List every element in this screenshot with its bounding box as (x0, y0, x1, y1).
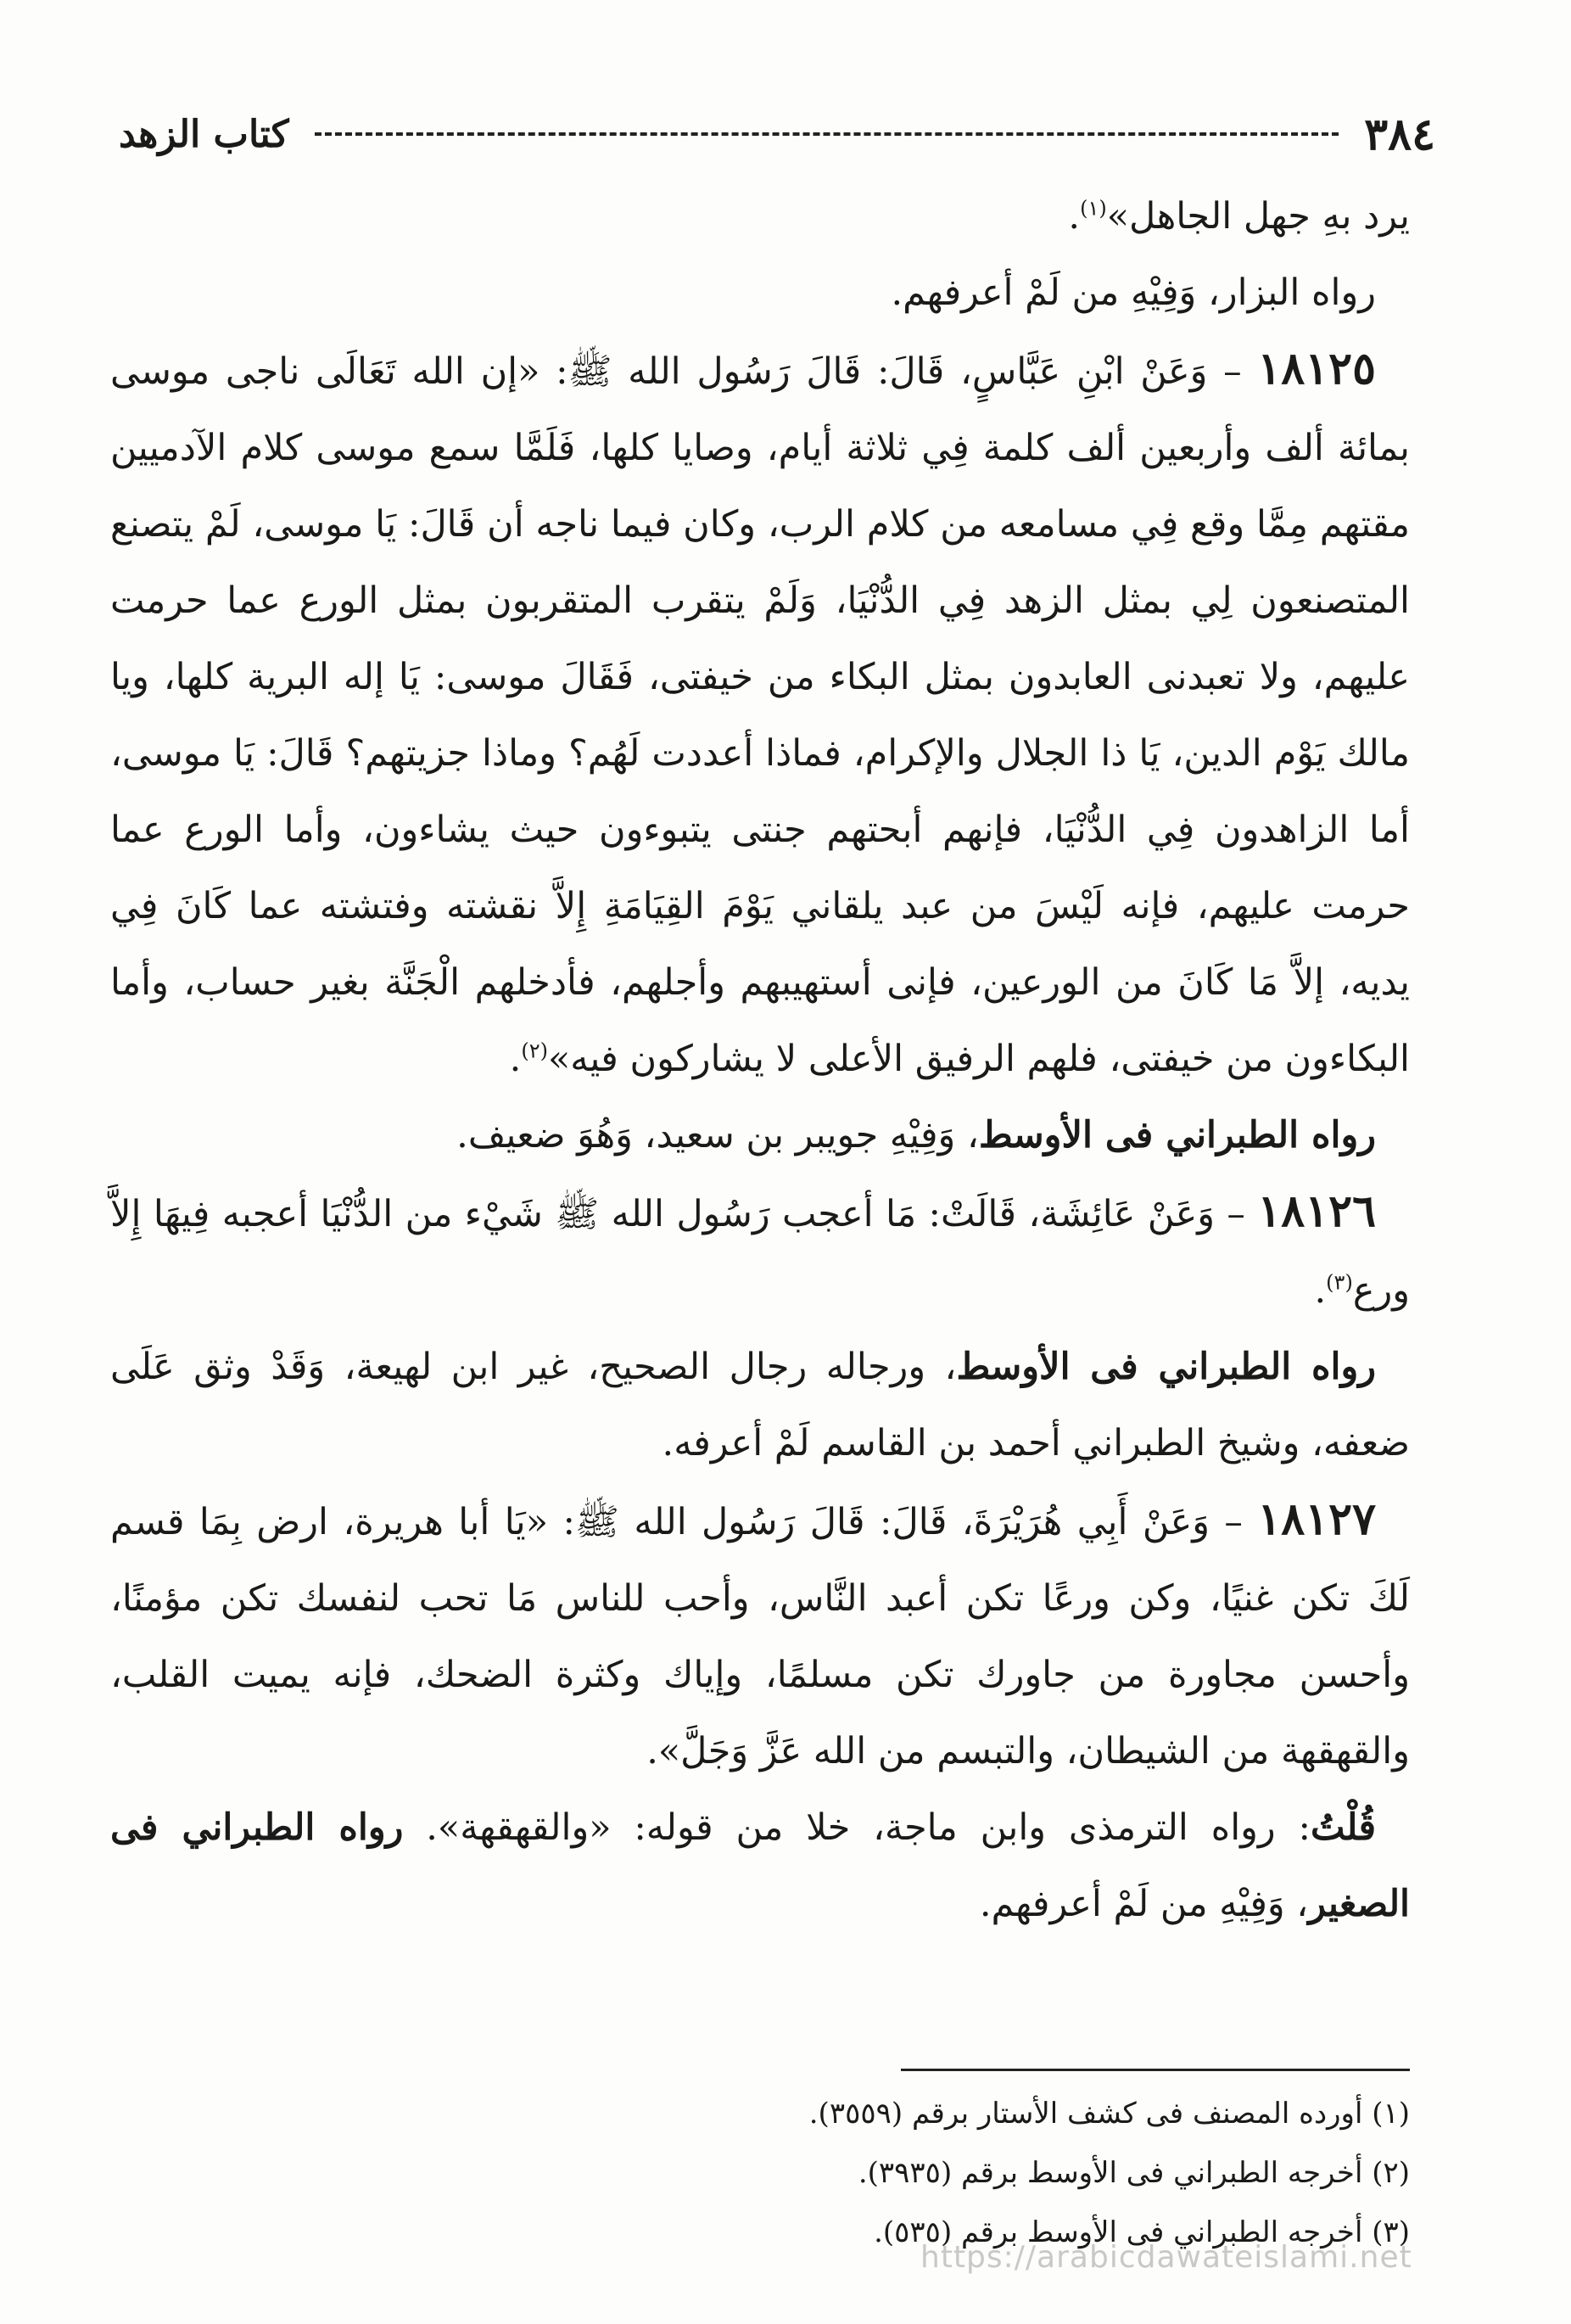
paragraph-text: رواه البزار، وَفِيْهِ من لَمْ أعرفهم. (891, 272, 1376, 314)
footnote-ref: (٣) (1326, 1270, 1353, 1295)
source-note-1 (110, 1097, 1410, 1173)
hadith-number: ١٨١٢٥ (1257, 343, 1376, 395)
source-label: رواه الطبراني فى الأوسط (978, 1114, 1376, 1156)
paragraph-end: . (1068, 195, 1081, 238)
footnote-3: (٣) أخرجه الطبراني فى الأوسط برقم (٥٣٥). (874, 2215, 1410, 2249)
hadith-number: ١٨١٢٧ (1257, 1493, 1376, 1545)
header-rule (315, 132, 1339, 136)
source-text: ، وَفِيْهِ جويبر بن سعيد، وَهُوَ ضعيف. (456, 1114, 979, 1156)
source-text: ، وَفِيْهِ من لَمْ أعرفهم. (979, 1883, 1309, 1925)
page-number: ٣٨٤ (1364, 108, 1435, 160)
paragraph-text: يرد بهِ جهل الجاهل» (1106, 195, 1410, 238)
hadith-18126 (110, 1173, 1410, 1329)
hadith-number: ١٨١٢٦ (1257, 1185, 1376, 1237)
footnote-1: (١) أورده المصنف فى كشف الأستار برقم (٣٥٥٩). (808, 2097, 1410, 2131)
commentary-text: : رواه الترمذى وابن ماجة، خلا من قوله: «والقهقهة». (403, 1806, 1311, 1849)
paragraph-end: . (509, 1038, 522, 1080)
paragraph-end: . (1314, 1269, 1327, 1312)
book-title: كتاب الزهد (119, 112, 289, 156)
footnotes (110, 2084, 1410, 2262)
body-text (110, 178, 1410, 1942)
footnote-divider (901, 2069, 1410, 2071)
footnote-2: (٢) أخرجه الطبراني فى الأوسط برقم (٣٩٣٥). (858, 2156, 1410, 2190)
commentary (110, 1789, 1410, 1942)
source-text: ، ورجاله رجال الصحيح، غير ابن لهيعة، وَقَدْ وثق عَلَى ضعفه، وشيخ الطبراني أحمد بن القاسم لَمْ أعرفه. (110, 1346, 1410, 1464)
source-label: رواه الطبراني فى الصغير (110, 1806, 1410, 1925)
commentary-label: قُلْتُ (1310, 1806, 1376, 1849)
page-header (119, 100, 1435, 168)
hadith-18127 (110, 1481, 1410, 1789)
hadith-text: – وَعَنْ أَبِي هُرَيْرَةَ، قَالَ: قَالَ رَسُول الله ﷺ: «يَا أبا هريرة، ارض بِمَا قسم لَكَ تكن غنيًا، وكن ورعًا تكن أعبد النَّاس، وأحب للناس مَا تحب لنفسك تكن مؤمنًا، وأحسن مجاورة من جاورك تكن مسلمًا، وإياك وكثرة الضحك، فإنه يميت القلب، والقهقهة من الشيطان، والتبسم من الله عَزَّ وَجَلَّ». (110, 1501, 1410, 1772)
hadith-18125 (110, 331, 1410, 1097)
watermark-url: https://arabicdawateislami.net (920, 2240, 1412, 2275)
hadith-text: – وَعَنْ عَائِشَة، قَالَتْ: مَا أعجب رَسُول الله ﷺ شَيْء من الدُّنْيَا أعجبه فِيهَا إِلاَّ ورع (110, 1193, 1410, 1312)
source-label: رواه الطبراني فى الأوسط (956, 1346, 1376, 1388)
footnote-ref: (١) (1080, 196, 1107, 221)
source-note-2 (110, 1329, 1410, 1481)
footnote-ref: (٢) (521, 1039, 548, 1063)
paragraph-1 (110, 178, 1410, 255)
paragraph-2 (110, 255, 1410, 331)
hadith-text: – وَعَنْ ابْنِ عَبَّاسٍ، قَالَ: قَالَ رَسُول الله ﷺ: «إن الله تَعَالَى ناجى موسى بمائة ألف وأربعين ألف كلمة فِي ثلاثة أيام، وصايا كلها، فَلَمَّا سمع موسى كلام الآدميين مقتهم مِمَّا وقع فِي مسامعه من كلام الرب، وكان فيما ناجه أن قَالَ: يَا موسى، لَمْ يتصنع المتصنعون لِي بمثل الزهد فِي الدُّنْيَا، وَلَمْ يتقرب المتقربون بمثل الورع عما حرمت عليهم، ولا تعبدنى العابدون بمثل البكاء من خيفتى، فَقَالَ موسى: يَا إله البرية كلها، ويا مالك يَوْم الدين، يَا ذا الجلال والإكرام، فماذا أعددت لَهُم؟ وماذا جزيتهم؟ قَالَ: يَا موسى، أما الزاهدون فِي الدُّنْيَا، فإنهم أبحتهم جنتى يتبوءون حيث يشاءون، وأما الورع عما حرمت عليهم، فإنه لَيْسَ من عبد يلقاني يَوْمَ القِيَامَةِ إِلاَّ نقشته وفتشته عما كَانَ فِي يديه، إلاَّ مَا كَانَ من الورعين، فإنى أستهيبهم وأجلهم، فأدخلهم الْجَنَّة بغير حساب، وأما البكاءون من خيفتى، فلهم الرفيق الأعلى لا يشاركون فيه» (110, 350, 1410, 1080)
